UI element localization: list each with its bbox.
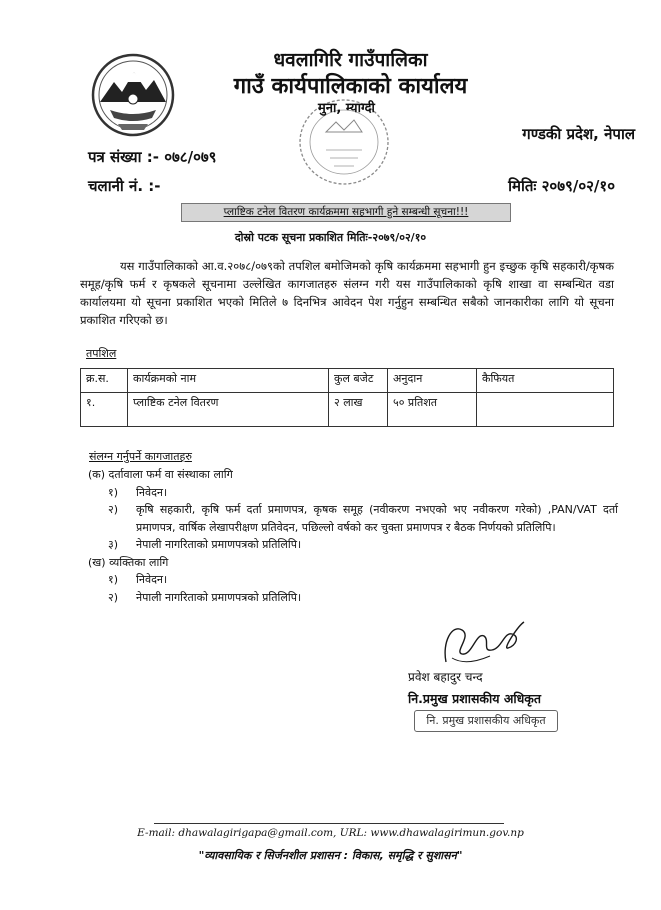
documents-group-heading: (क) दर्तावाला फर्म वा संस्थाका लागि <box>88 468 233 481</box>
signatory-title: नि.प्रमुख प्रशासकीय अधिकृत <box>408 691 542 706</box>
col-header-program: कार्यक्रमको नाम <box>128 369 329 393</box>
cell-subsidy: ५० प्रतिशत <box>388 393 477 427</box>
cell-program: प्लाष्टिक टनेल वितरण <box>128 393 329 427</box>
item-number: १) <box>108 485 119 499</box>
province: गण्डकी प्रदेश, नेपाल <box>522 125 635 143</box>
second-publication-date: दोस्रो पटक सूचना प्रकाशित मितिः-२०७९/०२/१० <box>234 231 427 244</box>
table-header-row <box>81 369 614 393</box>
list-item <box>108 589 618 607</box>
handwritten-signature-icon <box>432 612 530 672</box>
letter-date: मितिः २०७९/०२/१० <box>508 177 615 195</box>
title-stamp: नि. प्रमुख प्रशासकीय अधिकृत <box>414 710 558 732</box>
item-text: कृषि सहकारी, कृषि फर्म दर्ता प्रमाणपत्र, कृषक समूह (नवीकरण नभएको भए नवीकरण गरेको) ,PAN/VAT दर्ता प्रमाणपत्र, वार्षिक लेखापरीक्षण प्रतिवेदन, पछिल्लो वर्षको कर चुक्ता प्रमाणपत्र र बैठक निर्णयको प्रतिलिपि। <box>136 503 618 534</box>
table-row <box>81 393 614 427</box>
item-number: २) <box>108 590 119 604</box>
org-name: धवलागिरि गाउँपालिका <box>273 49 428 71</box>
office-name: गाउँ कार्यपालिकाको कार्यालय <box>233 74 468 99</box>
list-item <box>108 571 618 589</box>
item-text: निवेदन। <box>136 485 168 499</box>
footer-divider <box>154 823 504 824</box>
notice-subject: प्लाष्टिक टनेल वितरण कार्यक्रममा सहभागी हुने सम्बन्धी सूचना!!! <box>181 203 511 222</box>
item-number: १) <box>108 573 119 586</box>
list-item <box>108 536 618 554</box>
item-text: निवेदन। <box>136 573 168 586</box>
cell-sn: १. <box>81 393 128 427</box>
col-header-remarks: कैफियत <box>477 369 614 393</box>
col-header-subsidy: अनुदान <box>388 369 477 393</box>
signatory-name: प्रवेश बहादुर चन्द <box>408 670 483 684</box>
col-header-budget: कुल बजेट <box>329 369 388 393</box>
reference-number: पत्र संख्या :- ०७८/०७९ <box>88 148 217 166</box>
list-item <box>108 484 618 502</box>
program-table <box>80 368 614 427</box>
documents-list <box>88 466 618 606</box>
documents-title: संलग्न गर्नुपर्ने कागजातहरु <box>89 450 192 463</box>
notice-body-text: यस गाउँपालिकाको आ.व.२०७८/०७९को तपशिल बमोजिमको कृषि कार्यक्रममा सहभागी हुन इच्छुक कृषि सहकारी/कृषक समूह/कृषि फर्म र कृषकले सूचनामा उल्लेखित कागजातहरु संलग्न गरी यस गाउँपालिकाको कृषि शाखा वा सम्बन्धित वडा कार्यालयमा यो सूचना प्रकाशित भएको मितिले ७ दिनभित्र आवेदन पेश गर्नुहुन सम्बन्धित सबैको जानकारीका लागि यो सूचना प्रकाशित गरिएको छ। <box>80 259 614 327</box>
item-number: ३) <box>108 538 119 551</box>
cell-budget: २ लाख <box>329 393 388 427</box>
footer-slogan: "व्यावसायिक र सिर्जनशील प्रशासन : विकास, समृद्धि र सुशासन" <box>198 849 463 862</box>
notice-body <box>80 257 614 329</box>
item-number: २) <box>108 503 119 516</box>
office-address: मुना, म्याग्दी <box>318 101 375 116</box>
item-text: नेपाली नागरिताको प्रमाणपत्रको प्रतिलिपि। <box>136 590 302 604</box>
list-item <box>108 501 618 536</box>
cell-remarks <box>477 393 614 427</box>
table-title: तपशिल <box>86 347 117 360</box>
footer-contact: E-mail: dhawalagirigapa@gmail.com, URL: www.dhawalagirimun.gov.np <box>137 827 524 839</box>
col-header-sn: क्र.स. <box>81 369 128 393</box>
dispatch-number: चलानी नं. :- <box>88 177 161 195</box>
documents-group-heading: (ख) व्यक्तिका लागि <box>88 555 169 569</box>
item-text: नेपाली नागरिताको प्रमाणपत्रको प्रतिलिपि। <box>136 538 302 551</box>
